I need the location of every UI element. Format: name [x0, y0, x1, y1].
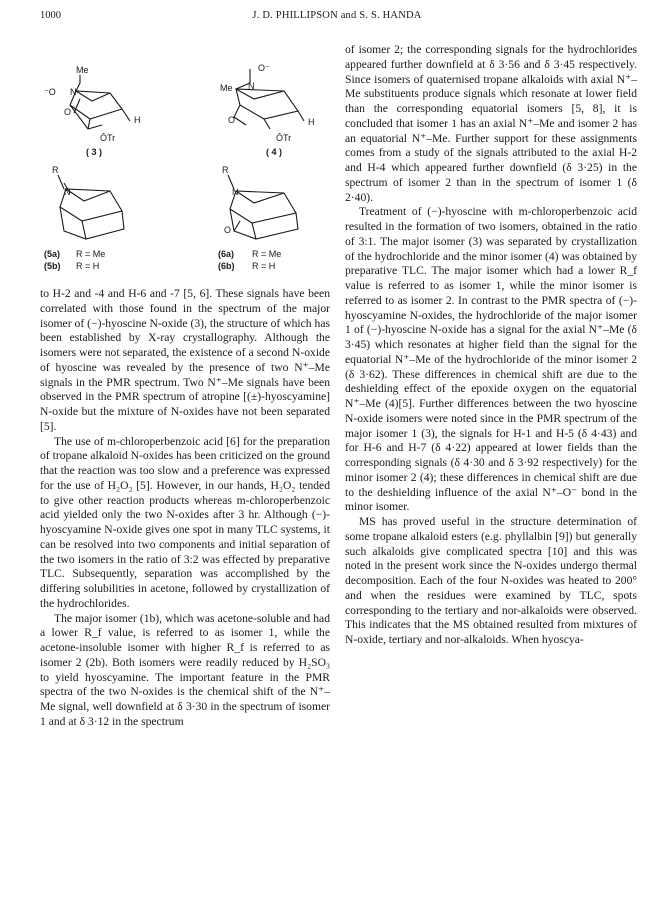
- left-column: [40, 287, 330, 730]
- s4-o-epoxide: O: [228, 115, 236, 125]
- s3-h-label: H: [134, 115, 141, 125]
- s6b-def: R = H: [252, 261, 276, 271]
- s6-n-label: N: [232, 187, 239, 197]
- s4-me-label: Me: [220, 83, 233, 93]
- chemical-structures-figure: [40, 43, 334, 281]
- structures-svg: [40, 43, 334, 281]
- paragraph: The use of m-chloroperbenzoic acid [6] for the preparation of tropane alkaloid N-oxides has been criticized on the ground that the reaction was too slow and a preference was expressed for the use of H₂O₂ [5]. However, in our hands, H₂O₂ tended to give other reaction products whereas m-chloroperbenzoic acid yielded only the two N-oxides after 3 hr. Although (−)-hyoscyamine N-oxide gives one spot in many TLC systems, it can be resolved into two components and initial separation of the two isomers in the ratio of 3:2 was effected by preparative TLC. Subsequently, separation was accomplished by the differing solubilities in acetone, followed by crystallization of the hydrochlorides.: [40, 434, 330, 610]
- paragraph: The major isomer (1b), which was acetone-soluble and had a lower R_f value, is referred to as isomer 1, while the acetone-insoluble isomer with higher R_f is referred to as isomer 2 (2b). Both isomers were readily reduced by H₂SO₃ to yield hyoscyamine. The important feature in the PMR spectra of the two N-oxides is the chemical shift of the N⁺–Me signal, well downfield at δ 3·30 in the spectrum of isomer 1 and at δ 3·12 in the spectrum: [40, 611, 330, 728]
- s4-n-label: N: [248, 81, 255, 91]
- s6b-label: (6b): [218, 261, 235, 271]
- s5b-def: R = H: [76, 261, 100, 271]
- s3-compound-label: ( 3 ): [86, 147, 103, 157]
- page-number: 1000: [40, 10, 61, 21]
- s6-o-epoxide: O: [224, 225, 232, 235]
- structure-5: [58, 175, 124, 239]
- s5-n-label: N: [64, 187, 71, 197]
- s5a-label: (5a): [44, 249, 61, 259]
- s6a-label: (6a): [218, 249, 235, 259]
- structure-4: [234, 69, 304, 129]
- paragraph: MS has proved useful in the structure determination of some tropane alkaloid esters (e.g. phyllalbin [9]) but generally such alkaloids give complicated spectra [10] and this was noted in the present work since the N-oxides undergo thermal decomposition. Each of the four N-oxides was heated to 200° and when the residues were examined by TLC, spots corresponding to the tertiary and nor-alkaloids were observed. This indicates that the MS obtained resulted from mixtures of N-oxide, tertiary and nor-alkaloids. When hyoscya-: [345, 515, 637, 646]
- s6-r-label: R: [222, 165, 229, 175]
- structure-3: [70, 75, 130, 129]
- s3-o-minus-label: ⁻O: [44, 87, 56, 97]
- s5-r-label: R: [52, 165, 59, 175]
- s5a-def: R = Me: [76, 249, 106, 259]
- right-column: [345, 43, 637, 648]
- paragraph: Treatment of (−)-hyoscine with m-chloroperbenzoic acid resulted in the formation of two isomers, obtained in the ratio of 3:1. The major isomer (3) was separated by crystallization of the hydrochloride and the minor isomer (4) was obtained by preparative TLC. The major isomer which had a lower R_f value is referred to as isomer 1, while the minor isomer is referred to as isomer 2. In contrast to the PMR spectra of (−)-hyoscyamine N-oxides, the hydrochloride of the major isomer 1 of (−)-hyoscine N-oxide has a signal for the axial N⁺–Me (δ 3·45) which resonates at higher field than the signal for the equatorial N⁺–Me of the hydrochloride of the minor isomer 2 (δ 3·62). These differences in chemical shift are due to the deshielding effect of the epoxide oxygen on the equatorial N⁺–Me (4)[5]. Further differences between the two hyoscine N-oxide isomers were noted since in the PMR spectrum of the major isomer 1 (3), the signals for H-1 and H-5 (δ 4·43) and for H-6 and H-7 (δ 4·22) appeared at lower fields than the corresponding signals (δ 4·30 and δ 3·92 respectively) for the minor isomer 2 (4); these differences in chemical shift are due to the deshielding influence of the axial N⁺–O⁻ bond in the minor isomer.: [345, 205, 637, 514]
- s3-n-label: N: [70, 87, 77, 97]
- paragraph: of isomer 2; the corresponding signals for the hydrochlorides appeared further downfield at δ 3·56 and δ 3·45 respectively. Since isomers of quaternised tropane alkaloids with axial N⁺–Me substituents produce signals which resonate at lower field than the corresponding equatorial isomers [5, 8], it is concluded that isomer 1 has an axial N⁺–Me and isomer 2 has an equatorial N⁺–Me. Further support for these assignments comes from a study of the signals attributed to the axial H-2 and H-4 which appeared further downfield (δ 3·25) in the spectrum of isomer 2 than in the spectrum of isomer 1 (δ 2·40).: [345, 43, 637, 204]
- s4-compound-label: ( 4 ): [266, 147, 283, 157]
- running-head: J. D. PHILLIPSON and S. S. HANDA: [252, 10, 422, 21]
- s4-o-minus-label: O⁻: [258, 63, 270, 73]
- s3-o-epoxide: O: [64, 107, 72, 117]
- paragraph: to H-2 and -4 and H-6 and -7 [5, 6]. These signals have been correlated with those found in the spectrum of the major isomer of (−)-hyoscine N-oxide (3), the structure of which has been established by X-ray crystallography. Although the isomers were not separated, the existence of a second N-oxide of hyoscine was revealed by the presence of two N⁺–Me signals in the PMR spectrum. Two N⁺–Me signals have been observed in the PMR spectrum of atropine [(±)-hyoscyamine] N-oxide but the mixture of N-oxides have not been separated [5].: [40, 287, 330, 433]
- s3-otr-label: ŌTr: [100, 133, 116, 143]
- s6a-def: R = Me: [252, 249, 282, 259]
- s5b-label: (5b): [44, 261, 61, 271]
- page-header: [40, 10, 634, 26]
- structure-6: [228, 175, 298, 239]
- s4-h-label: H: [308, 117, 315, 127]
- s3-me-label: Me: [76, 65, 89, 75]
- s4-otr-label: ŌTr: [276, 133, 292, 143]
